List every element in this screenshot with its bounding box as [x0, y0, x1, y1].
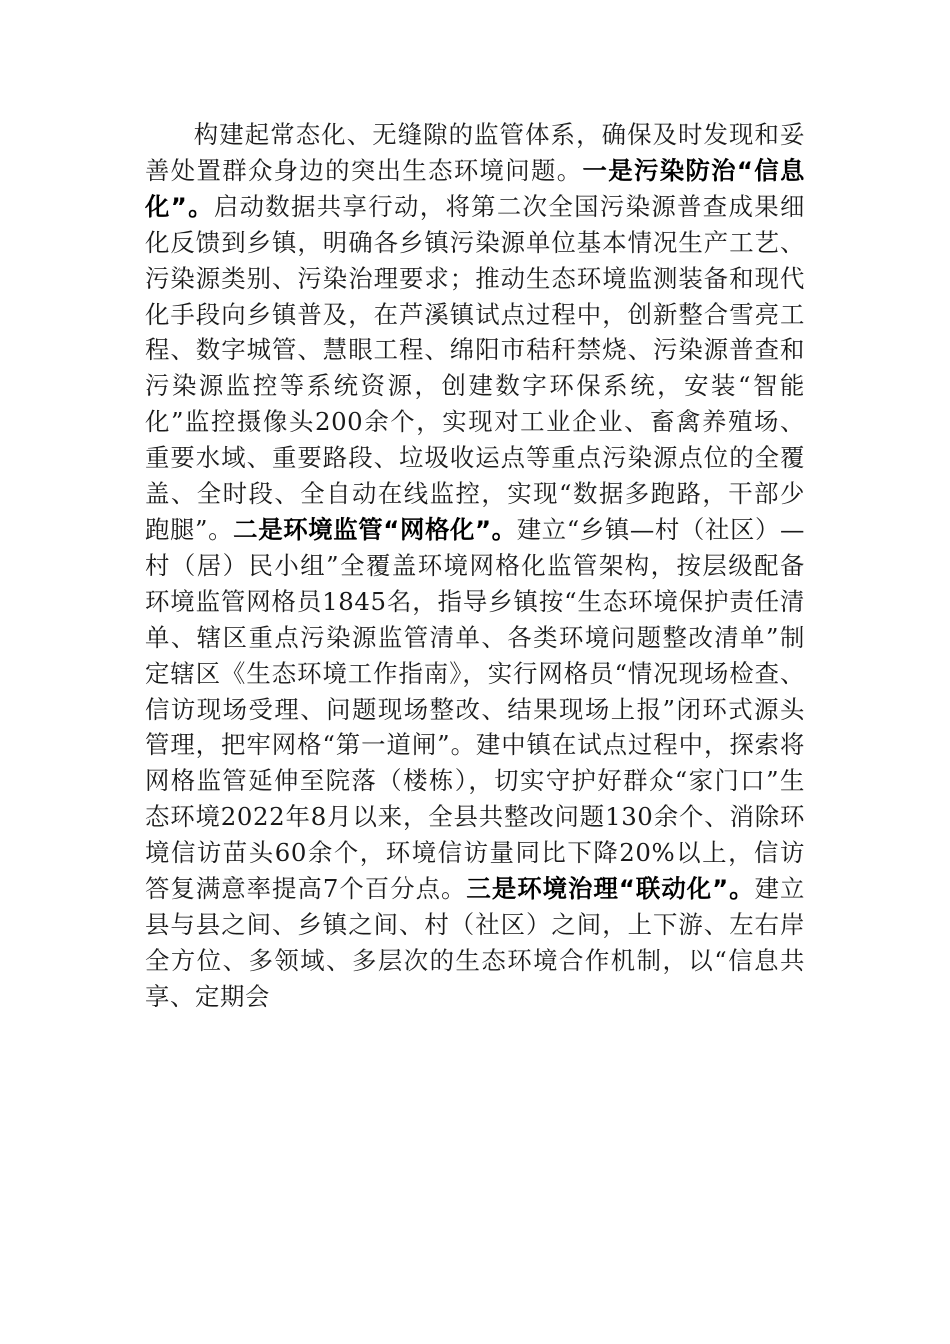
pollution-prevention-text: 启动数据共享行动，将第二次全国污染源普查成果细化反馈到乡镇，明确各乡镇污染源单位基本情况生产工艺、污染源类别、污染治理要求；推动生态环境监测装备和现代化手段向乡镇普及，在芦溪镇试点过程中，创新整合雪亮工程、数字城管、慧眼工程、绵阳市秸秆禁烧、污染源普查和污染源监控等系统资源，创建数字环保系统，安装“智能化”监控摄像头200余个，实现对工业企业、畜禽养殖场、重要水域、重要路段、垃圾收运点等重点污染源点位的全覆盖、全时段、全自动在线监控，实现“数据多跑路，干部少跑腿”。: [145, 191, 805, 544]
intro-text: 构建起常态化、无缝隙的监管体系，确保及时发现和妥善处置群众身边的突出生态环境问题。: [145, 120, 805, 185]
environmental-supervision-text: 建立“乡镇—村（社区）—村（居）民小组”全覆盖环境网格化监管架构，按层级配备环境监管网格员1845名，指导乡镇按“生态环境保护责任清单、辖区重点污染源监管清单、各类环境问题整改清单”制定辖区《生态环境工作指南》，实行网格员“情况现场检查、信访现场受理、问题现场整改、结果现场上报”闭环式源头管理，把牢网格“第一道闸”。建中镇在试点过程中，探索将网格监管延伸至院落（楼栋），切实守护好群众“家门口”生态环境2022年8月以来，全县共整改问题130余个、消除环境信访苗头60余个，环境信访量同比下降20%以上，信访答复满意率提高7个百分点。: [145, 514, 806, 904]
heading-environmental-supervision: 二是环境监管“网格化”。: [233, 514, 517, 544]
heading-environmental-governance: 三是环境治理“联动化”。: [466, 874, 755, 904]
environmental-governance-text: 建立县与县之间、乡镇之间、村（社区）之间，上下游、左右岸全方位、多领域、多层次的生态环境合作机制，以“信息共享、定期会: [145, 874, 805, 1011]
body-text: [145, 117, 805, 1015]
heading-pollution-prevention: 一是污染防治“信息化”。: [145, 155, 806, 221]
paragraph: [145, 117, 805, 1015]
